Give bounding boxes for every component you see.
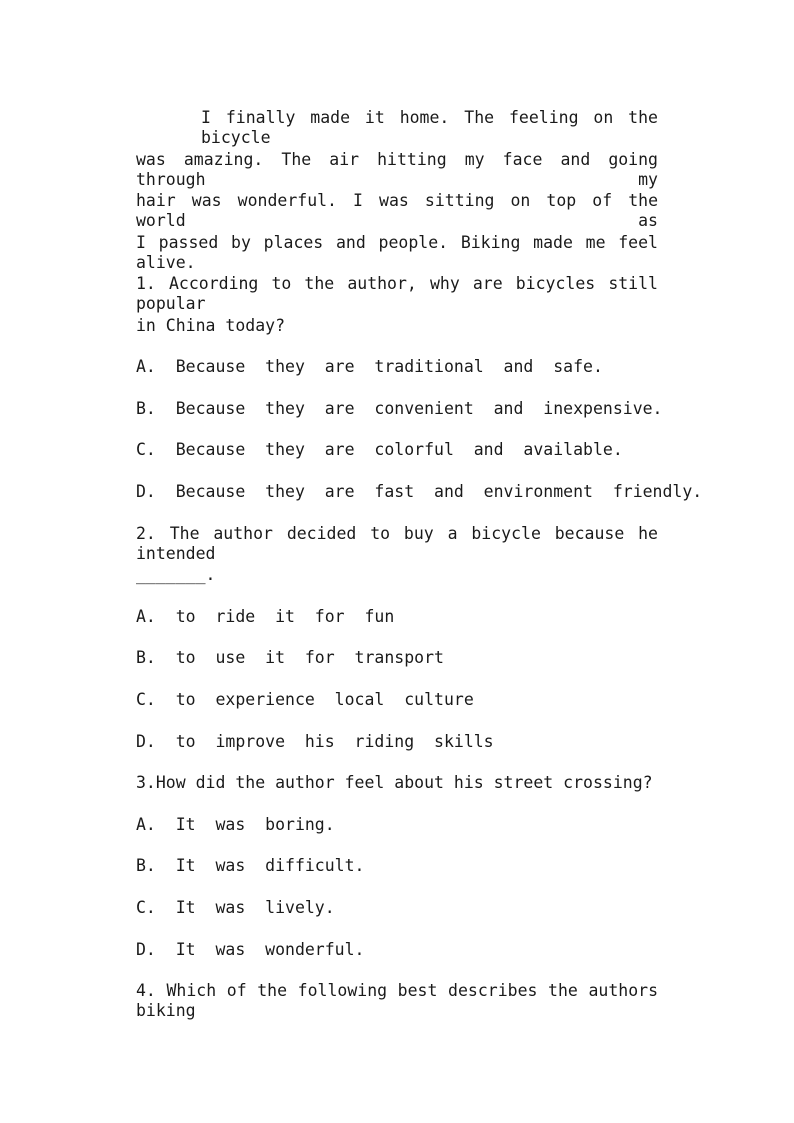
passage-line-2: was amazing. The air hitting my face and going through my (136, 150, 658, 189)
question-3-stem: 3.How did the author feel about his street crossing? (136, 773, 653, 792)
question-3-option-b: B. It was difficult. (136, 856, 365, 875)
question-1-option-b: B. Because they are convenient and inexpensive. (136, 399, 663, 418)
passage-line-3: hair was wonderful. I was sitting on top of the world as (136, 191, 658, 230)
question-2-option-a: A. to ride it for fun (136, 607, 395, 626)
question-1-option-d: D. Because they are fast and environment friendly. (136, 482, 703, 501)
question-3-option-c: C. It was lively. (136, 898, 335, 917)
passage-line-1: I finally made it home. The feeling on the bicycle (201, 108, 658, 147)
question-2-option-d: D. to improve his riding skills (136, 732, 494, 751)
question-1-option-a: A. Because they are traditional and safe. (136, 357, 603, 376)
question-3-option-a: A. It was boring. (136, 815, 335, 834)
question-4-stem: 4. Which of the following best describes the authors biking (136, 981, 658, 1020)
passage-line-4: I passed by places and people. Biking made me feel alive. (136, 233, 658, 272)
question-2-stem-blank: _______. (136, 565, 216, 584)
question-1-stem-line-2: in China today? (136, 316, 286, 335)
question-2-option-b: B. to use it for transport (136, 648, 444, 667)
question-2-option-c: C. to experience local culture (136, 690, 474, 709)
question-1-option-c: C. Because they are colorful and available. (136, 440, 623, 459)
question-1-stem-line-1: 1. According to the author, why are bicycles still popular (136, 274, 658, 313)
question-2-stem-line-1: 2. The author decided to buy a bicycle because he intended (136, 524, 658, 563)
question-3-option-d: D. It was wonderful. (136, 940, 365, 959)
